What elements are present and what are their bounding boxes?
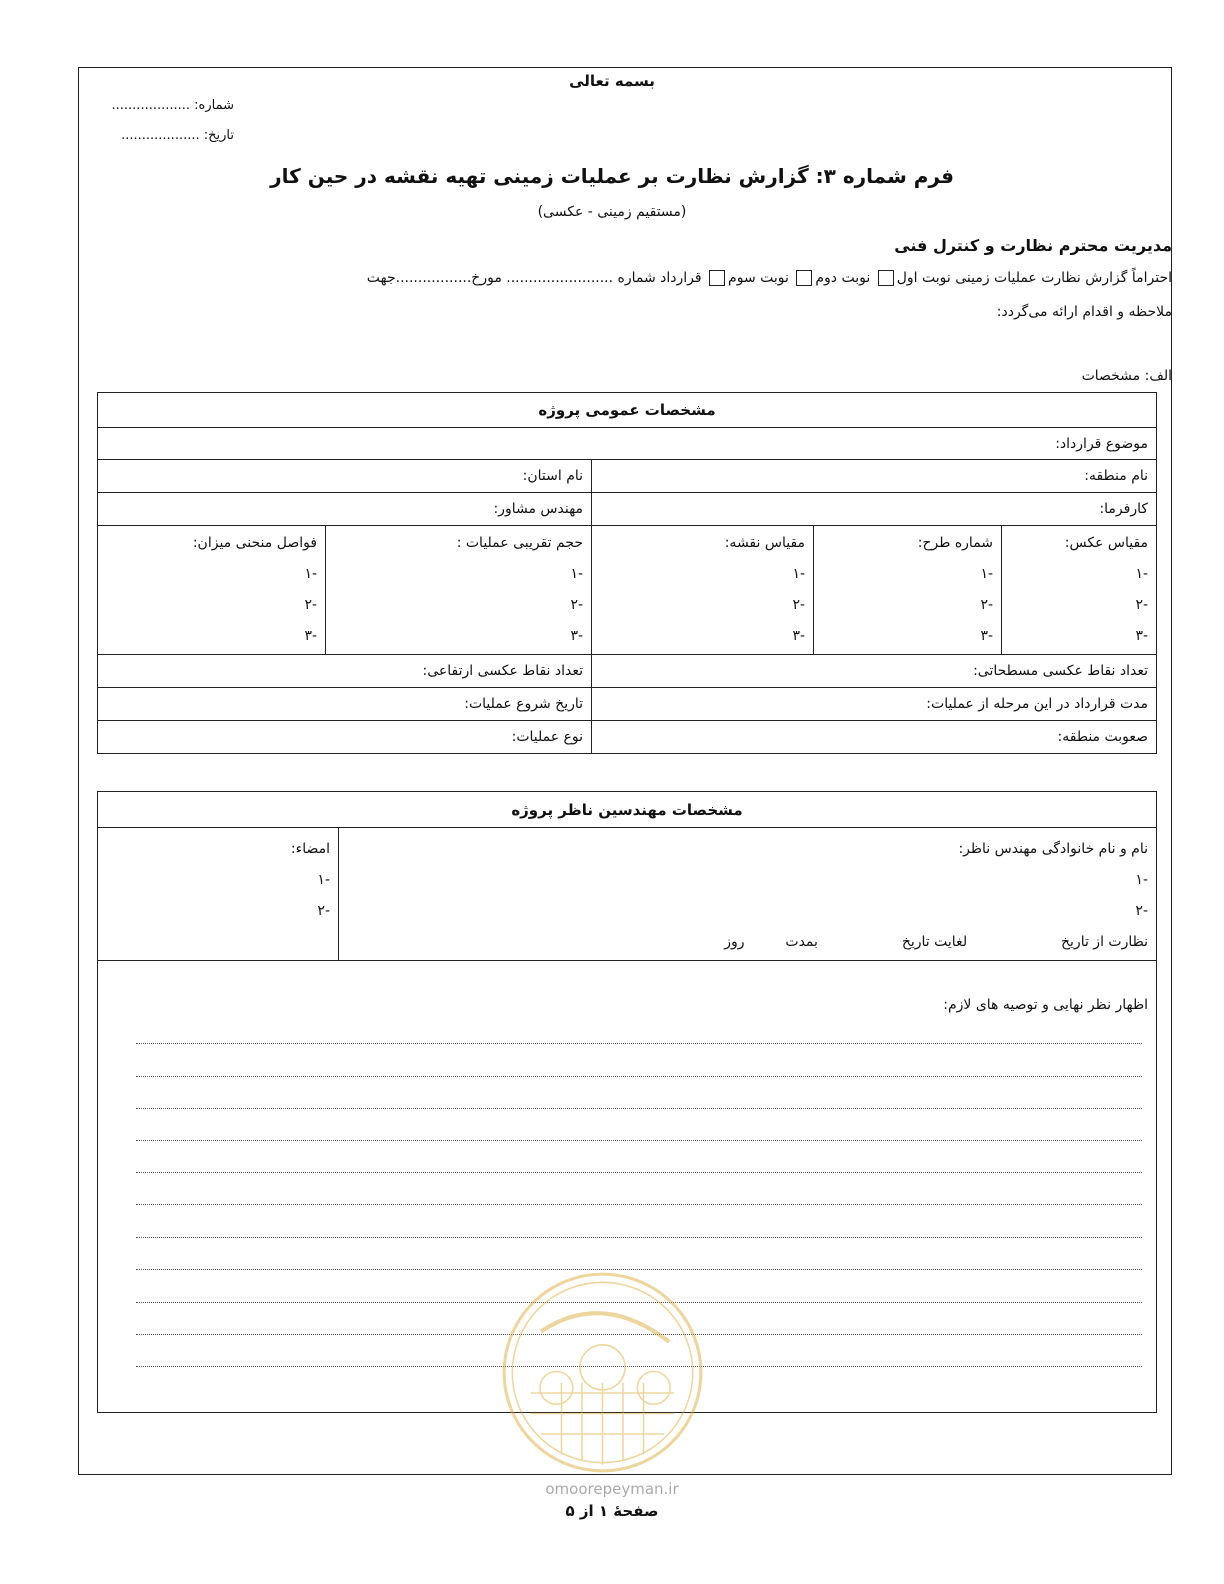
supervision-period-row bbox=[347, 927, 1148, 958]
opinion-line-3[interactable] bbox=[136, 1108, 1142, 1109]
watermark-seal-icon bbox=[500, 1270, 705, 1475]
contour-interval-column[interactable] bbox=[98, 526, 326, 655]
plan-number-row-2: -۲ bbox=[980, 597, 994, 613]
consultant-field[interactable]: مهندس مشاور: bbox=[98, 493, 592, 526]
engineer-row-1: -۱ bbox=[1135, 872, 1148, 888]
operation-volume-label: حجم تقریبی عملیات : bbox=[456, 535, 584, 551]
duration-label: بمدت bbox=[785, 934, 818, 950]
operation-volume-row-1: -۱ bbox=[570, 566, 584, 582]
contour-interval-row-3: -۳ bbox=[304, 628, 318, 644]
photo-scale-row-1: -۱ bbox=[1135, 566, 1149, 582]
height-points-field[interactable]: تعداد نقاط عکسی ارتفاعی: bbox=[98, 655, 592, 688]
report-line-2: ملاحظه و اقدام ارائه می‌گردد: bbox=[996, 304, 1172, 320]
final-opinion-label: اظهار نظر نهایی و توصیه های لازم: bbox=[943, 997, 1148, 1013]
page-number: صفحهٔ ۱ از ۵ bbox=[565, 1502, 659, 1520]
plan-number-column[interactable] bbox=[814, 526, 1002, 655]
plan-number-row-3: -۳ bbox=[980, 628, 994, 644]
date-field[interactable]: تاریخ: ................... bbox=[121, 128, 234, 143]
operation-volume-row-3: -۳ bbox=[570, 628, 584, 644]
engineer-row-2: -۲ bbox=[1135, 903, 1148, 919]
photo-scale-row-3: -۳ bbox=[1135, 628, 1149, 644]
signature-row-1: -۱ bbox=[317, 872, 330, 888]
planimetric-points-field[interactable]: تعداد نقاط عکسی مسطحاتی: bbox=[592, 655, 1157, 688]
opinion-line-7[interactable] bbox=[136, 1237, 1142, 1238]
supervision-from-label: نظارت از تاریخ bbox=[1061, 934, 1148, 950]
contour-interval-label: فواصل منحنی میزان: bbox=[192, 535, 318, 551]
addressee: مدیریت محترم نظارت و کنترل فنی bbox=[894, 236, 1172, 255]
bismillah-heading: بسمه تعالی bbox=[569, 72, 655, 90]
until-date-label: لغایت تاریخ bbox=[901, 934, 968, 950]
plan-number-row-1: -۱ bbox=[980, 566, 994, 582]
engineer-names-cell[interactable] bbox=[339, 828, 1157, 961]
operation-volume-row-2: -۲ bbox=[570, 597, 584, 613]
contour-interval-row-2: -۲ bbox=[304, 597, 318, 613]
report-text-contract: قرارداد شماره ........................ مورخ.................جهت bbox=[366, 270, 702, 286]
contract-subject-field[interactable]: موضوع قرارداد: bbox=[98, 428, 1157, 460]
footer-url[interactable]: omoorepeyman.ir bbox=[545, 1480, 679, 1498]
plan-number-label: شماره طرح: bbox=[917, 535, 994, 551]
form-subtitle: (مستقیم زمینی - عکسی) bbox=[537, 204, 687, 220]
map-scale-column[interactable] bbox=[592, 526, 814, 655]
area-difficulty-field[interactable]: صعوبت منطقه: bbox=[592, 721, 1157, 754]
report-text-third-round: نوبت سوم bbox=[728, 270, 789, 286]
report-text-first-round: احتراماً گزارش نظارت عملیات زمینی نوبت اول bbox=[896, 270, 1172, 286]
contour-interval-row-1: -۱ bbox=[304, 566, 318, 582]
opinion-line-2[interactable] bbox=[136, 1076, 1142, 1077]
engineers-header: مشخصات مهندسین ناظر پروژه bbox=[98, 792, 1157, 828]
opinion-line-6[interactable] bbox=[136, 1204, 1142, 1205]
engineer-name-label: نام و نام خانوادگی مهندس ناظر: bbox=[958, 841, 1148, 857]
map-scale-row-2: -۲ bbox=[792, 597, 806, 613]
region-name-field[interactable]: نام منطقه: bbox=[592, 460, 1157, 493]
number-field[interactable]: شماره: ................... bbox=[111, 98, 234, 113]
signature-cell[interactable] bbox=[98, 828, 339, 961]
province-name-field[interactable]: نام استان: bbox=[98, 460, 592, 493]
photo-scale-label: مقیاس عکس: bbox=[1064, 535, 1149, 551]
contract-duration-field[interactable]: مدت قرارداد در این مرحله از عملیات: bbox=[592, 688, 1157, 721]
checkbox-second-round[interactable] bbox=[796, 270, 812, 286]
signature-label: امضاء: bbox=[290, 841, 330, 857]
map-scale-row-1: -۱ bbox=[792, 566, 806, 582]
project-specs-header: مشخصات عمومی پروژه bbox=[98, 393, 1157, 428]
operation-volume-column[interactable] bbox=[326, 526, 592, 655]
section-a-label: الف: مشخصات bbox=[1081, 368, 1172, 384]
project-specs-table bbox=[97, 392, 1157, 754]
start-date-field[interactable]: تاریخ شروع عملیات: bbox=[98, 688, 592, 721]
opinion-line-5[interactable] bbox=[136, 1172, 1142, 1173]
signature-row-2: -۲ bbox=[317, 903, 330, 919]
opinion-line-1[interactable] bbox=[136, 1043, 1142, 1044]
employer-field[interactable]: کارفرما: bbox=[592, 493, 1157, 526]
form-title: فرم شماره ۳: گزارش نظارت بر عملیات زمینی تهیه نقشه در حین کار bbox=[270, 164, 954, 188]
map-scale-label: مقیاس نقشه: bbox=[724, 535, 806, 551]
photo-scale-row-2: -۲ bbox=[1135, 597, 1149, 613]
operation-type-field[interactable]: نوع عملیات: bbox=[98, 721, 592, 754]
photo-scale-column[interactable] bbox=[1002, 526, 1157, 655]
opinion-line-4[interactable] bbox=[136, 1140, 1142, 1141]
checkbox-third-round[interactable] bbox=[709, 270, 725, 286]
checkbox-first-round[interactable] bbox=[878, 270, 894, 286]
map-scale-row-3: -۳ bbox=[792, 628, 806, 644]
report-text-second-round: نوبت دوم bbox=[815, 270, 871, 286]
report-line-1 bbox=[367, 270, 1172, 286]
days-label: روز bbox=[724, 934, 745, 950]
